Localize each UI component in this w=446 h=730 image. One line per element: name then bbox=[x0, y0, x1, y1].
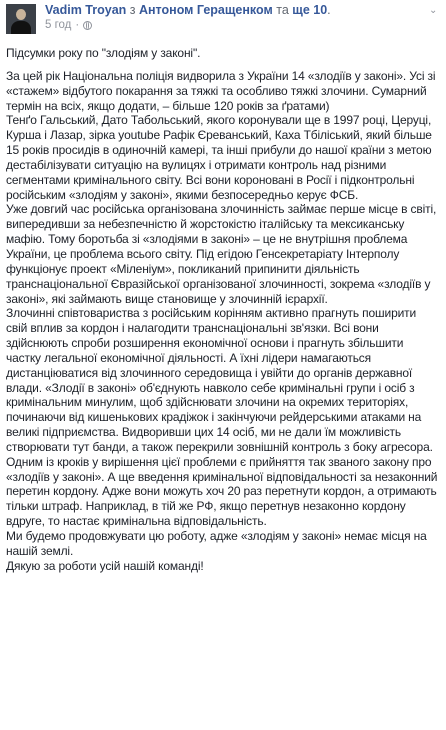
post-paragraph: Ми будемо продовжувати цю роботу, адже «злодіям у законі» немає місця на нашій землі. bbox=[6, 529, 427, 558]
post-title-line bbox=[45, 3, 331, 17]
title-dot: . bbox=[327, 3, 331, 17]
post-paragraph: Тенґо Гальський, Дато Табольський, якого коронували ще в 1997 році, Церуці, Курша і Лазар, зірка youtube Рафік Єреванський, Каха Тбіліський, який більше 15 років просидів в одиночній камері, та інші прибули до нашої країни з метою дестабілізувати ситуацію на вулицях і отримати контроль над різними сегментами кримінального світу. Всі вони короновані в Росії і підконтрольні російським «злодіям у законі», якими безпосередньо керує ФСБ. bbox=[6, 113, 432, 202]
meta-separator: · bbox=[75, 19, 80, 31]
chevron-down-icon[interactable]: ⌄ bbox=[429, 5, 438, 16]
post-paragraph: Уже довгий час російська організована злочинність займає перше місце в світі, випередивши за небезпечністю й жорстокістю італійську та мексиканську мафію. Тому боротьба зі «злодіями в законі» – це не внутрішня проблема України, це проблема всього світу. Під егідою Генсекретаріату Інтерполу функціонує проект «Міленіум», покликаний припинити діяльність транснаціональної Євразійської організованої злочинності, зокрема «злодіїв у законі», які займають вище становище у злочинній ієрархії. bbox=[6, 202, 437, 306]
post-paragraph: Злочинні співтовариства з російським корінням активно прагнуть поширити свій вплив за кордон і налагодити транснаціональні зв'язки. Всі вони здійснюють спроби розширення економічної основи і прагнуть збільшити частку легальної економічної діяльності. А їхні лідери намагаються дистанціюватися від злочинного середовища і увійти до органів державної влади. «Злодії в законі» об'єднують навколо себе кримінальні групи і осіб з кримінальним минулим, щоб здійснювати злочини на окремих територіях, починаючи від кишенькових крадіжок і закінчуючи рейдерськими атаками на великі підприємства. Видворивши цих 14 осіб, ми не дали їм можливість створювати тут банди, а також перекрили зовнішній контроль з боку агресора. bbox=[6, 306, 433, 454]
author-avatar[interactable] bbox=[6, 4, 36, 34]
post-paragraph: За цей рік Національна поліція видворила з України 14 «злодіїв у законі». Усі зі «стажем» відбутого покарання за тяжкі та особливо тяжкі злочини. Сумарний термін на всіх, якщо додати, – більше 120 років за ґратами) bbox=[6, 68, 436, 113]
post-paragraph-title: Підсумки року по "злодіям у законі". bbox=[6, 46, 201, 60]
tagged-person-link[interactable]: Антоном Геращенком bbox=[138, 3, 273, 17]
tagged-others-link[interactable]: ще 10 bbox=[292, 3, 328, 17]
post-meta bbox=[45, 3, 331, 32]
post-paragraph: Дякую за роботи усій нашій команді! bbox=[6, 558, 204, 573]
post-sub-line bbox=[45, 18, 331, 32]
globe-icon[interactable] bbox=[83, 21, 92, 30]
post-paragraph: Одним із кроків у вирішення цієї проблеми є прийняття так званого закону про «злодіїв у законі». А ще введення кримінальної відповідальності за незаконний перетин кордону. Адже вони можуть хоч 20 раз перетнути кордон, а отримають тільки штраф. Наприклад, в тій же РФ, якщо перетнув незаконно кордону вдруге, то настає кримінальна відповідальність. bbox=[6, 454, 438, 529]
post-header bbox=[0, 3, 446, 39]
author-name-link[interactable]: Vadim Troyan bbox=[45, 3, 127, 17]
post-timestamp-link[interactable]: 5 год bbox=[45, 19, 72, 31]
with-prefix: з bbox=[129, 3, 136, 17]
and-text: та bbox=[276, 3, 289, 17]
post-content bbox=[0, 46, 446, 574]
